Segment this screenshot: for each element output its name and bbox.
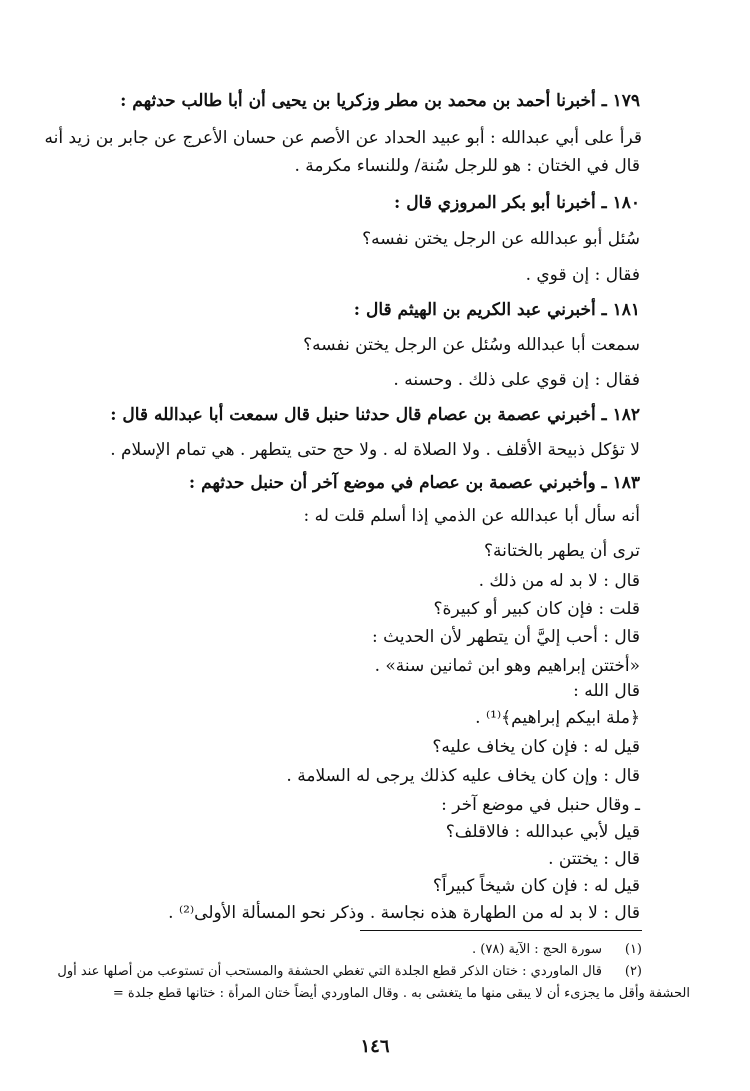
- text-line: قلت : فإن كان كبير أو كبيرة؟: [433, 599, 640, 619]
- text-line: قرأ على أبي عبدالله : أبو عبيد الحداد عن الأصم عن حسان الأعرج عن جابر بن زيد أنه: [44, 128, 642, 148]
- text-line-179-heading: ١٧٩ ـ أخبرنا أحمد بن محمد بن مطر وزكريا بن يحيى أن أبا طالب حدثهم :: [120, 91, 640, 111]
- footnote-2: [57, 962, 642, 982]
- text-line: سُئل أبو عبدالله عن الرجل يختن نفسه؟: [362, 229, 640, 249]
- text-line: قال الله :: [573, 681, 640, 701]
- text-line: ـ وقال حنبل في موضع آخر :: [441, 795, 640, 815]
- text-line: قال في الختان : هو للرجل سُنة/ وللنساء مكرمة .: [294, 156, 640, 176]
- text-line-180-heading: ١٨٠ ـ أخبرنا أبو بكر المروزي قال :: [394, 193, 640, 213]
- footnote-mark: (١): [624, 942, 642, 957]
- text-line-183-heading: ١٨٣ ـ وأخبرني عصمة بن عصام في موضع آخر أن حنبل حدثهم :: [188, 473, 640, 493]
- text-line: قال : يختتن .: [548, 849, 640, 869]
- text-line: قال : لا بد له من الطهارة هذه نجاسة . وذكر نحو المسألة الأولى⁽²⁾ .: [168, 903, 640, 923]
- text-line: سمعت أبا عبدالله وسُئل عن الرجل يختن نفسه؟: [303, 335, 640, 355]
- footnote-mark: (٢): [624, 964, 642, 979]
- text-line: قيل له : فإن كان شيخاً كبيراً؟: [432, 876, 640, 896]
- quran-verse-line: ﴿ملة ابيكم إبراهيم﴾⁽¹⁾ .: [475, 708, 640, 728]
- text-line: قال : لا بد له من ذلك .: [478, 571, 640, 591]
- text-line: قال : وإن كان يخاف عليه كذلك يرجى له السلامة .: [286, 766, 640, 786]
- text-line: قيل لأبي عبدالله : فالاقلف؟: [445, 822, 640, 842]
- text-line: قال : أحب إليَّ أن يتطهر لأن الحديث :: [372, 627, 640, 647]
- page-number: ١٤٦: [360, 1036, 390, 1057]
- text-line: أنه سأل أبا عبدالله عن الذمي إذا أسلم قلت له :: [303, 506, 640, 526]
- text-line: ترى أن يطهر بالختانة؟: [484, 541, 640, 561]
- text-line-182-heading: ١٨٢ ـ أخبرني عصمة بن عصام قال حدثنا حنبل قال سمعت أبا عبدالله قال :: [110, 405, 640, 425]
- footnote-text: سورة الحج : الآية (٧٨) .: [472, 942, 602, 957]
- footnote-2-continuation: الحشفة وأقل ما يجزىء أن لا يبقى منها ما يتغشى به . وقال الماوردي أيضاً ختان المرأة : ختانها قطع جلدة =: [112, 986, 690, 1001]
- text-line: قيل له : فإن كان يخاف عليه؟: [432, 737, 640, 757]
- text-line: «أختتن إبراهيم وهو ابن ثمانين سنة» .: [374, 656, 640, 676]
- footnote-separator: [360, 930, 642, 931]
- footnote-1: [60, 940, 642, 960]
- text-line: فقال : إن قوي .: [525, 265, 640, 285]
- text-line: لا تؤكل ذبيحة الأقلف . ولا الصلاة له . ولا حج حتى يتطهر . هي تمام الإسلام .: [110, 440, 640, 460]
- text-line-181-heading: ١٨١ ـ أخبرني عبد الكريم بن الهيثم قال :: [353, 300, 640, 320]
- text-line: فقال : إن قوي على ذلك . وحسنه .: [393, 370, 640, 390]
- footnote-text: قال الماوردي : ختان الذكر قطع الجلدة التي تغطي الحشفة والمستحب أن تستوعب من أصلها عند أول: [57, 964, 602, 979]
